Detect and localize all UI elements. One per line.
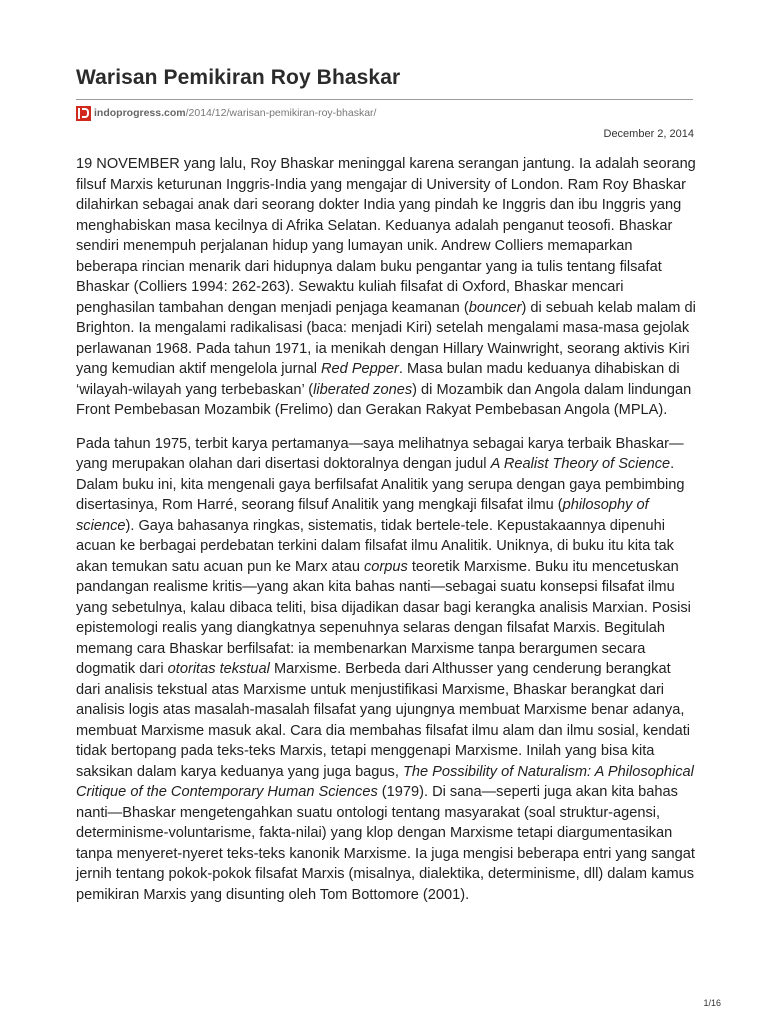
paragraph-text: . Dalam buku ini, kita mengenali gaya berfilsafat Analitik yang serupa dengan gaya pembimbing disertasinya, Rom Harré, seorang filsuf Analitik yang mengkaji filsafat ilmu ( xyxy=(76,456,685,513)
article-paragraph xyxy=(76,154,696,421)
paragraph-text: Marxisme. Berbeda dari Althusser yang cenderung berangkat dari analisis tekstual atas Marxisme untuk menjustifikasi Marxisme, Bhaskar berangkat dari analisis logis atas masalah-masalah filsafat yang ujungnya membuat Marxisme benar adanya, membuat Marxisme masuk akal. Cara dia membahas filsafat ilmu alam dan ilmu sosial, kendati tidak bertopang pada teks-teks Marxis, tetapi menggenapi Marxisme. Inilah yang bisa kita saksikan dalam karya keduanya yang juga bagus, xyxy=(76,661,690,780)
italic-text: A Realist Theory of Science xyxy=(490,456,671,472)
paragraph-text: 19 NOVEMBER yang lalu, Roy Bhaskar meninggal karena serangan jantung. Ia adalah seorang filsuf Marxis keturunan Inggris-India yang mengajar di University of London. Ram Roy Bhaskar dilahirkan sebagai anak dari seorang dokter India yang pindah ke Inggris dan ibu Inggris yang menghabiskan masa kecilnya di Afrika Selatan. Keduanya adalah penganut teosofi. Bhaskar sendiri menempuh perjalanan hidup yang lumayan unik. Andrew Colliers memaparkan beberapa rincian menarik dari hidupnya dalam buku pengantar yang ia tulis tentang filsafat Bhaskar (Colliers 1994: 262-263). Sewaktu kuliah filsafat di Oxford, Bhaskar mencari penghasilan tambahan dengan menjadi penjaga keamanan ( xyxy=(76,156,696,316)
paragraph-text: . Masa bulan madu keduanya dihabiskan di ‘wilayah-wilayah yang terbebaskan’ ( xyxy=(76,361,680,398)
italic-text: otoritas tekstual xyxy=(167,661,270,677)
paragraph-text: ). Gaya bahasanya ringkas, sistematis, tidak bertele-tele. Kepustakaannya dipenuhi acuan ke berbagai perdebatan terkini dalam filsafat ilmu Analitik. Uniknya, di buku itu kita tak akan temukan satu acuan pun ke Marx atau xyxy=(76,517,674,575)
title-divider xyxy=(76,99,693,100)
italic-text: liberated zones xyxy=(313,381,413,398)
paragraph-text: teoretik Marxisme. Buku itu mencetuskan pandangan realisme kritis—yang akan kita bahas nanti—sebagai suatu konsepsi filsafat ilmu yang sebetulnya, kalau dibaca teliti, bisa dijadikan dasar bagi kerangka analisis Marxian. Posisi epistemologi realis yang diangkatnya sepenuhnya selaras dengan filsafat Marxis. Begitulah memang cara Bhaskar berfilsafat: ia membenarkan Marxisme tanpa berargumen secara dogmatik dari xyxy=(76,558,691,677)
italic-text: philosophy of science xyxy=(76,497,649,534)
page-number: 1/16 xyxy=(703,998,721,1008)
paragraph-text: ) di sebuah kelab malam di Brighton. Ia mengalami radikalisasi (baca: menjadi Kiri) setelah mengalami masa-masa gejolak perlawanan 1968. Pada tahun 1971, ia menikah dengan Hillary Wainwright, seorang aktivis Kiri yang kemudian aktif mengelola jurnal xyxy=(76,299,696,377)
italic-text: corpus xyxy=(364,558,408,575)
publish-date: December 2, 2014 xyxy=(603,128,694,140)
paragraph-text: ) di Mozambik dan Angola dalam lindungan Front Pembebasan Mozambik (Frelimo) dan Gerakan Rakyat Pembebasan Angola (MPLA). xyxy=(76,381,692,418)
source-path[interactable]: /2014/12/warisan-pemikiran-roy-bhaskar/ xyxy=(185,107,377,119)
italic-text: The Possibility of Naturalism: A Philosophical Critique of the Contemporary Human Sciences xyxy=(76,763,694,800)
source-line[interactable] xyxy=(76,105,376,121)
italic-text: Red Pepper xyxy=(321,361,399,377)
source-domain[interactable]: indoprogress.com xyxy=(94,107,186,119)
paragraph-text: (1979). Di sana—seperti juga akan kita bahas nanti—Bhaskar mengetengahkan suatu ontologi tentang masyarakat (soal struktur-agensi, determinisme-voluntarisme, fakta-nilai) yang klop dengan Marxisme tetapi diargumentasikan tanpa menyeret-nyeret teks-teks kanonik Marxisme. Ia juga mengisi beberapa entri yang sangat jernih tentang pokok-pokok filsafat Marxis (misalnya, dialektika, determinisme, dll) dalam kamus pemikiran Marxis yang disunting oleh Tom Bottomore (2001). xyxy=(76,784,695,903)
article-paragraph xyxy=(76,434,696,906)
indoprogress-logo-icon xyxy=(76,106,91,121)
article-body xyxy=(76,154,696,918)
article-title: Warisan Pemikiran Roy Bhaskar xyxy=(76,66,401,89)
paragraph-text: Pada tahun 1975, terbit karya pertamanya—saya melihatnya sebagai karya terbaik Bhaskar—yang merupakan olahan dari disertasi doktoralnya dengan judul xyxy=(76,435,684,472)
italic-text: bouncer xyxy=(468,299,522,316)
